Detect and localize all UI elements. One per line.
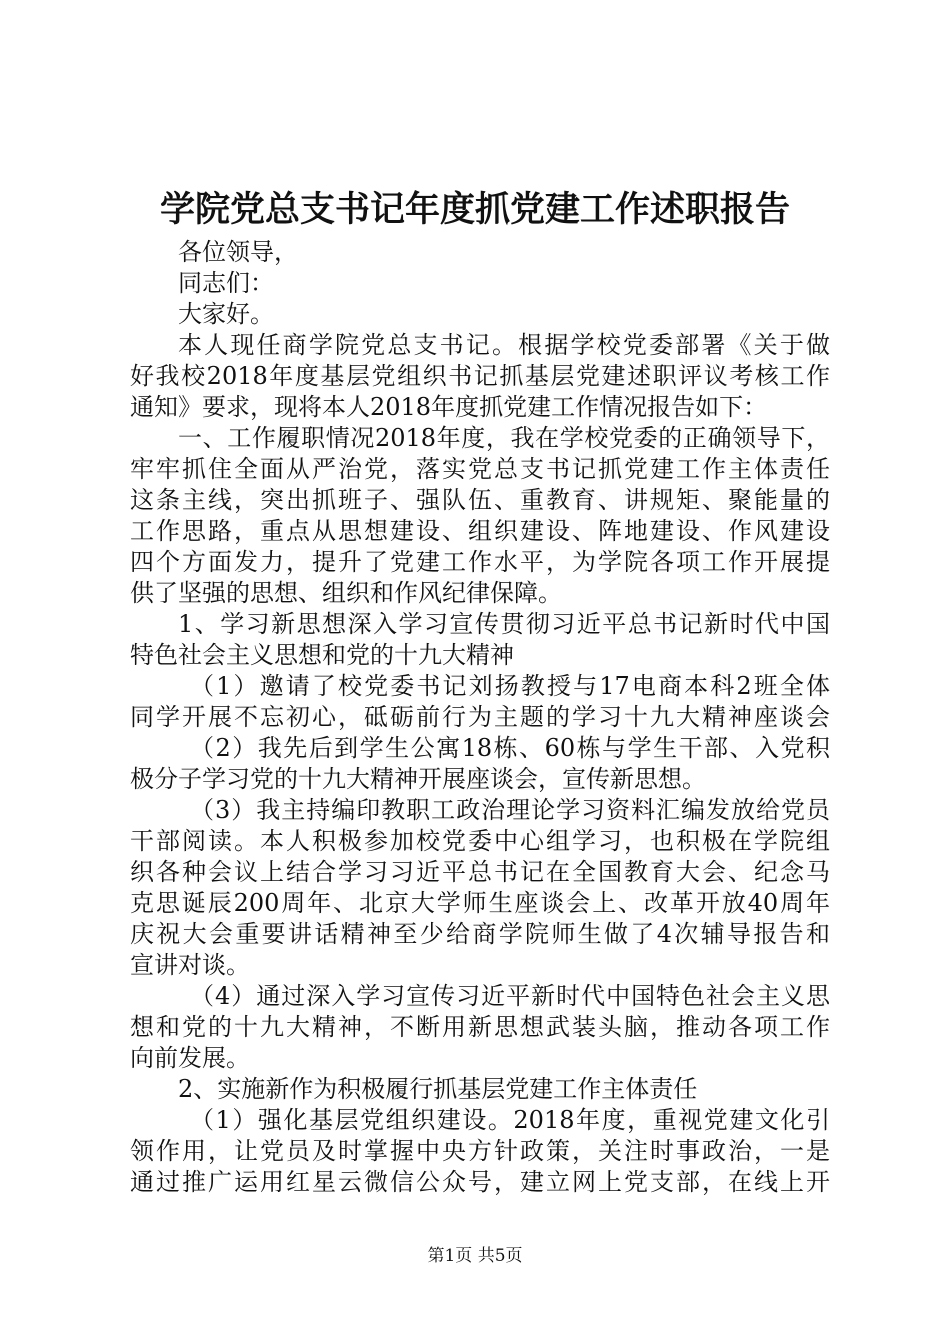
- body-line: （4）通过深入学习宣传习近平新时代中国特色社会主义思: [190, 982, 830, 1010]
- body-line: （3）我主持编印教职工政治理论学习资料汇编发放给党员: [190, 796, 830, 824]
- body-line: 克思诞辰200周年、北京大学师生座谈会上、改革开放40周年: [130, 889, 830, 917]
- body-line: （1）强化基层党组织建设。2018年度，重视党建文化引: [190, 1106, 830, 1134]
- page-footer: 第1页 共5页: [427, 1246, 523, 1266]
- body-line: 2、实施新作为积极履行抓基层党建工作主体责任: [178, 1075, 698, 1103]
- body-line: 四个方面发力，提升了党建工作水平，为学院各项工作开展提: [130, 548, 830, 576]
- body-line: 领作用，让党员及时掌握中央方针政策，关注时事政治，一是: [130, 1137, 830, 1165]
- body-line: 通知》要求，现将本人2018年度抓党建工作情况报告如下：: [130, 393, 768, 421]
- body-line: 同学开展不忘初心，砥砺前行为主题的学习十九大精神座谈会: [130, 703, 830, 731]
- body-line: 各位领导，: [178, 238, 298, 266]
- body-line: 工作思路，重点从思想建设、组织建设、阵地建设、作风建设: [130, 517, 830, 545]
- body-line: （2）我先后到学生公寓18栋、60栋与学生干部、入党积: [190, 734, 830, 762]
- body-line: 干部阅读。本人积极参加校党委中心组学习，也积极在学院组: [130, 827, 830, 855]
- body-line: 宣讲对谈。: [130, 951, 250, 979]
- document-body: [130, 237, 830, 1198]
- body-line: 通过推广运用红星云微信公众号，建立网上党支部，在线上开: [130, 1168, 830, 1196]
- body-line: 向前发展。: [130, 1044, 250, 1072]
- body-line: 大家好。: [178, 300, 274, 328]
- body-line: 好我校2018年度基层党组织书记抓基层党建述职评议考核工作: [130, 362, 830, 390]
- body-line: 牢牢抓住全面从严治党，落实党总支书记抓党建工作主体责任: [130, 455, 830, 483]
- body-line: （1）邀请了校党委书记刘扬教授与17电商本科2班全体: [190, 672, 830, 700]
- body-line: 一、工作履职情况2018年度，我在学校党委的正确领导下，: [178, 424, 830, 452]
- body-line: 本人现任商学院党总支书记。根据学校党委部署《关于做: [178, 331, 830, 359]
- body-line: 特色社会主义思想和党的十九大精神: [130, 641, 514, 669]
- body-line: 1、学习新思想深入学习宣传贯彻习近平总书记新时代中国: [178, 610, 830, 638]
- body-line: 极分子学习党的十九大精神开展座谈会，宣传新思想。: [130, 765, 706, 793]
- body-line: 供了坚强的思想、组织和作风纪律保障。: [130, 579, 562, 607]
- body-line: 这条主线，突出抓班子、强队伍、重教育、讲规矩、聚能量的: [130, 486, 830, 514]
- document-title: 学院党总支书记年度抓党建工作述职报告: [159, 189, 790, 230]
- body-line: 织各种会议上结合学习习近平总书记在全国教育大会、纪念马: [130, 858, 830, 886]
- body-line: 想和党的十九大精神，不断用新思想武装头脑，推动各项工作: [130, 1013, 830, 1041]
- body-line: 同志们：: [178, 269, 274, 297]
- body-line: 庆祝大会重要讲话精神至少给商学院师生做了4次辅导报告和: [130, 920, 830, 948]
